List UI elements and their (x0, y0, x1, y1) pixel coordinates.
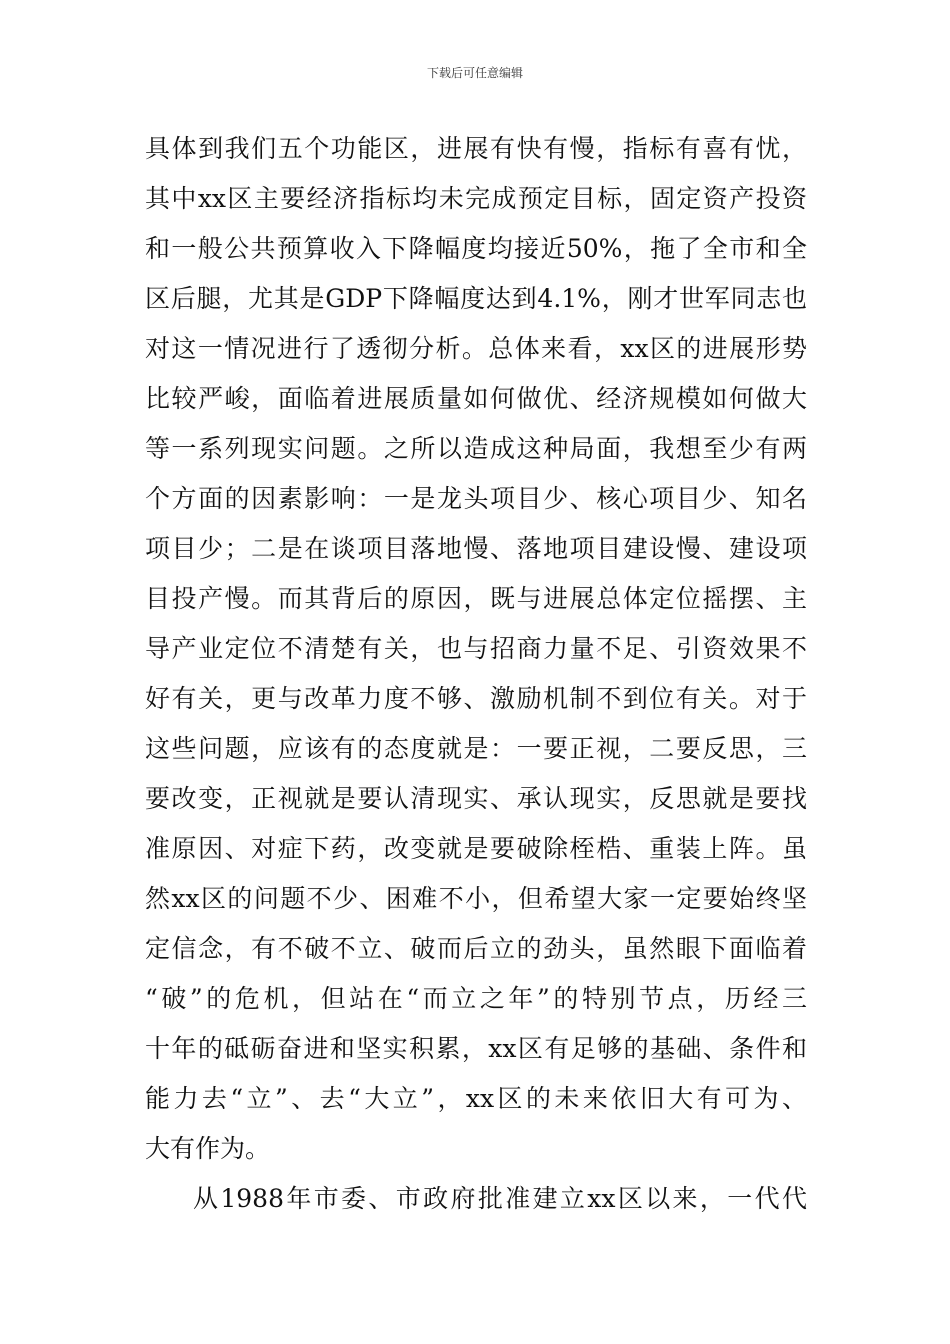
page-header-note: 下载后可任意编辑 (426, 66, 523, 80)
text-line: 定信念，有不破不立、破而后立的劲头，虽然眼下面临着 (145, 934, 807, 963)
text-line: 准原因、对症下药，改变就是要破除桎梏、重装上阵。虽 (145, 834, 807, 863)
text-line: 目投产慢。而其背后的原因，既与进展总体定位摇摆、主 (145, 584, 807, 613)
text-line: 项目少；二是在谈项目落地慢、落地项目建设慢、建设项 (145, 534, 807, 563)
text-line-paragraph-start: 从1988年市委、市政府批准建立xx区以来，一代代 (193, 1184, 807, 1213)
text-line: 要改变，正视就是要认清现实、承认现实，反思就是要找 (145, 784, 807, 813)
text-line: 好有关，更与改革力度不够、激励机制不到位有关。对于 (145, 684, 807, 713)
text-line: 区后腿，尤其是GDP下降幅度达到4.1%，刚才世军同志也 (145, 284, 807, 313)
text-line: 具体到我们五个功能区，进展有快有慢，指标有喜有忧， (145, 134, 807, 163)
text-line: 个方面的因素影响：一是龙头项目少、核心项目少、知名 (145, 484, 807, 513)
text-line: 大有作为。 (145, 1134, 271, 1163)
text-line: 导产业定位不清楚有关，也与招商力量不足、引资效果不 (145, 634, 807, 663)
text-line: 和一般公共预算收入下降幅度均接近50%，拖了全市和全 (145, 234, 807, 263)
text-line: “破”的危机，但站在“而立之年”的特别节点，历经三 (145, 984, 807, 1013)
document-body (145, 124, 807, 1224)
text-line: 然xx区的问题不少、困难不小，但希望大家一定要始终坚 (145, 884, 807, 913)
text-line: 比较严峻，面临着进展质量如何做优、经济规模如何做大 (145, 384, 807, 413)
text-line: 等一系列现实问题。之所以造成这种局面，我想至少有两 (145, 434, 807, 463)
text-line: 能力去“立”、去“大立”，xx区的未来依旧大有可为、 (145, 1084, 807, 1113)
text-line: 其中xx区主要经济指标均未完成预定目标，固定资产投资 (145, 184, 807, 213)
text-line: 这些问题，应该有的态度就是：一要正视，二要反思，三 (145, 734, 807, 763)
text-line: 十年的砥砺奋进和坚实积累，xx区有足够的基础、条件和 (145, 1034, 807, 1063)
text-line: 对这一情况进行了透彻分析。总体来看，xx区的进展形势 (145, 334, 807, 363)
